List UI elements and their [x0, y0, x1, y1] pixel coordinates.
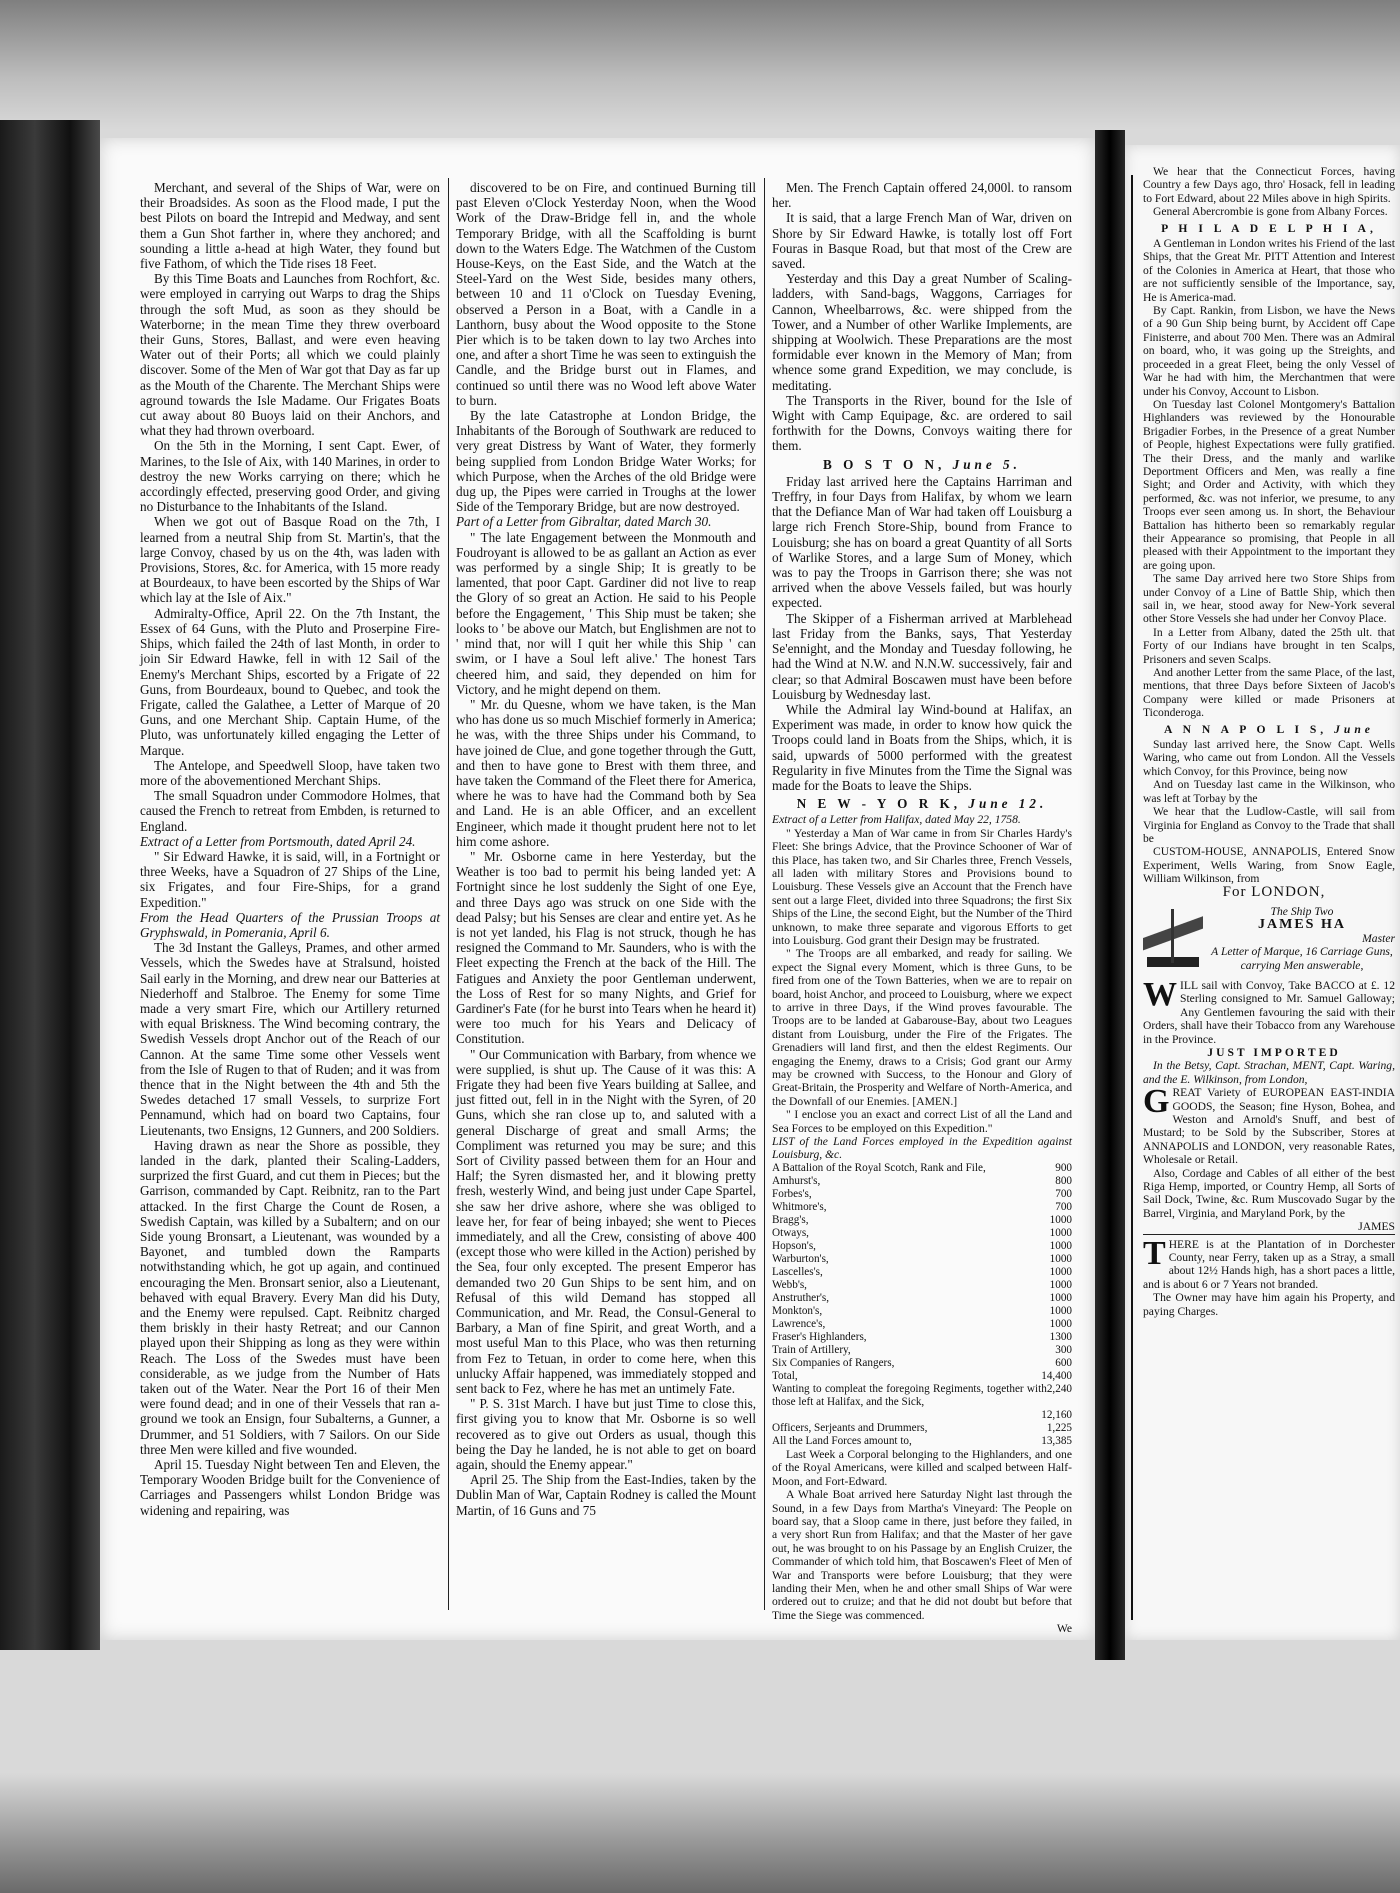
paragraph: " I enclose you an exact and correct List of all the Land and Sea Forces to be employed on this Expedition.": [772, 1108, 1072, 1135]
for-london-heading: For LONDON,: [1222, 883, 1326, 900]
list-item: Warburton's, 1000: [772, 1252, 1072, 1265]
paragraph: Yesterday and this Day a great Number of Scaling-ladders, with Sand-bags, Waggons, Carriages for Cannon, Wheelbarrows, &c. were shipped from the Tower, and a Number of other Warlike Implements, are shipping at Woolwich. These Preparations are the most formidable ever known in the Memory of Man; from whence some grand Expedition, we may conclude, is meditating.: [772, 271, 1072, 393]
dateline: Part of a Letter from Gibraltar, dated March 30.: [456, 514, 712, 530]
philadelphia-heading: P H I L A D E L P H I A,: [1161, 221, 1377, 235]
list-item: Whitmore's, 700: [772, 1200, 1072, 1213]
paragraph: When we got out of Basque Road on the 7th, I learned from a neutral Ship from St. Martin's, that the large Convoy, chased by us on the 4th, was laden with Provisions, Stores, &c. for America, with 15 more ready at Bourdeaux, to have been escorted by the Ships of War which lay at the Isle of Aix.": [140, 514, 440, 606]
paragraph: The Transports in the River, bound for the Isle of Wight with Camp Equipage, &c. are ordered to sail forthwith for the Downs, Convoys waiting there for them.: [772, 392, 1072, 454]
catch-word: We: [1056, 1622, 1072, 1636]
list-item: Train of Artillery, 300: [772, 1343, 1072, 1356]
paragraph: By this Time Boats and Launches from Rochfort, &c. were employed in carrying out Warps to drag the Ships through the soft Mud, as soon as they should be Waterborne; in the mean Time they threw overboard their Guns, Stores, Ballast, and were even heaving Water out of their Ports; all which we could plainly discover. Some of the Men of War got that Day as far up as the Mouth of the Charente. The Merchant Ships were aground towards the Isle Madame. Our Frigates Boats cut away about 80 Buoys laid on their Anchors, and what they had thrown overboard.: [140, 271, 440, 439]
paragraph: " Yesterday a Man of War came in from Sir Charles Hardy's Fleet: She brings Advice, that the Province Schooner of War of this Place, has taken two, and Sir Charles three, French Vessels, all laden with military Stores and Provisions bound to Louisburg. These Vessels give an Account that the French have sent out a large Fleet, divided into three Squadrons; the first Six Ships of the Line, the second Eight, but the Number of the Third unknown, to make three separate and vigorous Efforts to get into Louisburg. God grant their Design may be frustrated.: [772, 826, 1072, 947]
ship-master-title: Master: [1362, 931, 1395, 945]
list-item: Webb's, 1000: [772, 1278, 1072, 1291]
list-title: LIST of the Land Forces employed in the Expedition against Louisburg, &c.: [772, 1135, 1072, 1162]
paragraph: " The late Engagement between the Monmouth and Foudroyant is allowed to be as gallant an Action as ever was performed by a single Ship; It is greatly to be lamented, that poor Capt. Gardiner did not live to reap the Glory of so great an Action. He said to his People before the Engagement, ' This Ship must be taken; she looks to ' be above our Match, but Englishmen are not to ' mind that, nor will I quit her while this Ship ' can swim, or I have a Soul left alive.' The honest Tars cheered him, and said, they depended on him for Victory, and he might depend on them.: [456, 529, 756, 697]
left-page: [100, 138, 1095, 1640]
list-item: Monkton's, 1000: [772, 1304, 1072, 1317]
page-gutter: [1095, 130, 1125, 1660]
list-item: Lawrence's, 1000: [772, 1317, 1072, 1330]
paragraph: The same Day arrived here two Store Ships from under Convoy of a Line of Battle Ship, which then sail in, we hear, stood away for New-York several other Store Vessels she had under her Convoy Place.: [1143, 572, 1395, 626]
paragraph: General Abercrombie is gone from Albany Forces.: [1153, 205, 1388, 219]
right-column: [1143, 165, 1395, 1622]
paragraph: And another Letter from the same Place, of the last, mentions, that three Days before Sixteen of Jacob's Company were killed or made Prisoners at Ticonderoga.: [1143, 666, 1395, 720]
paragraph: On Tuesday last Colonel Montgomery's Battalion Highlanders was reviewed by the Honourable Brigadier Forbes, in the Presence of a great Number of People, highest Expectations were fully gratified. The their Dress, and the manly and warlike Deportment Officers and Men, was really a fine Sight; and Order and Activity, with which they performed, &c. was not inferior, we presume, to any Troops ever seen among us. In short, the Behaviour Battalion has hitherto been so remarkably regular their Appearance so promising, that People in all pleased with their Appointment to the important they are going upon.: [1143, 397, 1395, 572]
newyork-heading: N E W - Y O R K, June 12.: [796, 796, 1048, 812]
list-all: All the Land Forces amount to, 13,385: [772, 1434, 1072, 1447]
paragraph: Admiralty-Office, April 22. On the 7th Instant, the Essex of 64 Guns, with the Pluto and Proserpine Fire-Ships, which failed the 24th of last Month, in order to join Sir Edward Hawke, fell in with 12 Sail of the Enemy's Merchant Ships, escorted by a Frigate of 22 Guns, from Bourdeaux, bound to Quebec, and took the Frigate, called the Galathee, a Letter of Marque of 20 Guns, and one Merchant Ship. Captain Hume, of the Pluto, was unfortunately killed engaging the Letter of Marque.: [140, 605, 440, 758]
just-imported-heading: JUST IMPORTED: [1207, 1045, 1341, 1059]
paragraph: " P. S. 31st March. I have but just Time to close this, first giving you to know that Mr. Osborne is so well recovered as to give out Orders as usual, though this being the Day he landed, he is not able to get on board again, should the Enemy appear.": [456, 1396, 756, 1473]
signature: JAMES: [1358, 1220, 1395, 1234]
paragraph: Last Week a Corporal belonging to the Highlanders, and one of the Royal Americans, were killed and scalped between Half-Moon, and Fort-Edward.: [772, 1447, 1072, 1488]
column-2: [456, 180, 756, 1622]
paragraph: While the Admiral lay Wind-bound at Halifax, an Experiment was made, in order to know how quick the Troops could land in Boats from the Ships, which, it is said, upwards of 5000 performed with the greatest Regularity in five Minutes from the Time the Signal was made for the Boats to leave the Ships.: [772, 701, 1072, 793]
list-wanting: Wanting to compleat the foregoing Regiments, together with those left at Halifax, and the Sick, 2,240: [772, 1382, 1072, 1408]
list-net: 12,160: [1041, 1408, 1072, 1421]
paragraph: By the late Catastrophe at London Bridge, the Inhabitants of the Borough of Southwark are reduced to very great Distress by Want of Water, they formerly being supplied from London Bridge Water Works; for which Purpose, when the Arches of the old Bridge were dug up, the Pipes were carried in Troughs at the lower Side of the Temporary Bridge, but are now destroyed.: [456, 408, 756, 515]
paragraph: We hear that the Connecticut Forces, having Country a few Days ago, thro' Hosack, fell in leading to Fort Edward, about 22 Miles above in high Spirits.: [1143, 165, 1395, 205]
annapolis-heading: A N N A P O L I S, June: [1164, 722, 1374, 736]
paragraph: Sunday last arrived here, the Snow Capt. Wells Waring, who came out from London. All the Vessels which Convoy, for this Province, being now: [1143, 738, 1395, 778]
forces-list: [772, 1162, 1072, 1448]
ship-name: The Ship Two: [1270, 904, 1334, 918]
ship-advert: [1143, 905, 1395, 973]
scan-bottom-shadow: [0, 1773, 1400, 1893]
column-rule: [764, 178, 765, 1610]
column-3: [772, 180, 1072, 1636]
paragraph: The Owner may have him again his Property, and paying Charges.: [1143, 1291, 1395, 1318]
paragraph: Also, Cordage and Cables of all either of the best Riga Hemp, imported, or Country Hemp, all Sorts of Sail Dock, Twine, &c. Rum Muscovado Sugar by the Barrel, Virginia, and Maryland Pork, by the: [1143, 1166, 1395, 1220]
paragraph: " Sir Edward Hawke, it is said, will, in a Fortnight or three Weeks, have a Squadron of 27 Ships of the Line, six Frigates, and four Fire-Ships, for a grand Expedition.": [140, 848, 440, 910]
dateline: Extract of a Letter from Portsmouth, dated April 24.: [140, 833, 416, 849]
paragraph: The small Squadron under Commodore Holmes, that caused the French to retreat from Embden, is returned to England.: [140, 788, 440, 834]
boston-heading: B O S T O N, June 5.: [823, 456, 1021, 472]
dateline: From the Head Quarters of the Prussian Troops at Gryphswald, in Pomerania, April 6.: [140, 909, 440, 940]
paragraph: April 25. The Ship from the East-Indies, taken by the Dublin Man of War, Captain Rodney is called the Mount Martin, of 16 Guns and 75: [456, 1472, 756, 1518]
list-item: Hopson's, 1000: [772, 1239, 1072, 1252]
paragraph: " Mr. du Quesne, whom we have taken, is the Man who has done us so much Mischief formerly in America; he was, with the three Ships under his Command, to have joined de Clue, and gone together through the Gutt, and then to have gone to Brest with them three, and have taken the Command of the Fleet there for America, where he was to have had the Command both by Sea and Land. He is an able Officer, and an excellent Engineer, which made it thought prudent here not to let him come ashore.: [456, 696, 756, 849]
list-item: Forbes's, 700: [772, 1187, 1072, 1200]
page-border-rule: [1131, 175, 1133, 1620]
book-spine: [0, 120, 100, 1650]
list-total: Total, 14,400: [772, 1369, 1072, 1382]
ship-description: A Letter of Marque, 16 Carriage Guns, carrying Men answerable,: [1211, 945, 1393, 972]
stray-notice: THERE is at the Plantation of in Dorchester County, near Ferry, taken up as a Stray, a small about 12½ Hands high, has a short paces a little, and is about 6 or 7 Years not branded.: [1143, 1234, 1395, 1291]
paragraph: The 3d Instant the Galleys, Prames, and other armed Vessels, which the Swedes have at Stralsund, hoisted Sail early in the Morning, and drew near our Batteries at Niederhoff and Stalbroe. The Enemy for some Time made a very smart Fire, which our Artillery returned with equal Briskness. The Wind becoming contrary, the Swedish Vessels dropt Anchor out of the Reach of our Cannon. At the same Time some other Vessels went from the Isle of Rugen to that of Ruden; and it was from thence that in the Night between the 4th and 5th the Swedes detached 17 small Vessels, to surprize Fort Pennamund, which had on board two Captains, four Lieutenants, two Ensigns, 12 Gunners, and 200 Soldiers.: [140, 940, 440, 1138]
paragraph: Merchant, and several of the Ships of War, were on their Broadsides. As soon as the Flood made, I put the best Pilots on board the Intrepid and Medway, and sent them a Gun Shot farther in, where they anchored; and sounding a little a-head at high Water, they found but five Fathom, of which the Tide rises 18 Feet.: [140, 180, 440, 272]
paragraph: April 15. Tuesday Night between Ten and Eleven, the Temporary Wooden Bridge built for the Convenience of Carriages and Passengers whilst London Bridge was widening and repairing, was: [140, 1457, 440, 1518]
paragraph: " The Troops are all embarked, and ready for sailing. We expect the Signal every Moment, which is three Guns, to be fired from one of the Town Batteries, when we are to repair on board, hoist Anchor, and proceed to Louisburg, where we expect to arrive in three Days, if the Wind proves favourable. The Troops are to be landed at Gabarouse-Bay, about two Leagues distant from Louisburg, under the Fire of the Frigates. The Grenadiers will land first, and then the eldest Regiments. Our engaging the Enemy, draws to a Crisis; God grant our Army may be crowned with Success, to the Honour and Glory of Great-Britain, the Prosperity and Welfare of North-America, and the Downfall of our Enemies. [AMEN.]: [772, 947, 1072, 1108]
paragraph: Having drawn as near the Shore as possible, they landed in the dark, planted their Scaling-Ladders, surprized the first Guard, and cut them in Pieces; but the Garrison, commanded by Capt. Reibnitz, ran to the Part attacked. In the first Charge the Count de Rosen, a Swedish Captain, was killed by a Subaltern; and on our Side young Bronsart, a Lieutenant, was wounded by a Bayonet, and tumbled down the Ramparts notwithstanding which, he got up again, and continued encouraging the Men. Bronsart senior, also a Lieutenant, behaved with equal Bravery. Every Man did his Duty, and the Enemy were repulsed. Capt. Reibnitz charged them briskly in their hasty Retreat; and our Cannon played upon their Shipping as long as they were within Reach. The Loss of the Swedes must have been considerable, as we judge from the Number of Hats taken out of the Water. Near the Port 16 of their Men were found dead; and in one of their Vessels that ran a-ground we took an Ensign, four Subalterns, a Gunner, a Drummer, and 51 Soldiers, with 7 Sailors. On our Side three Men were killed and five wounded.: [140, 1137, 440, 1457]
list-item: Six Companies of Rangers, 600: [772, 1356, 1072, 1369]
list-item: Fraser's Highlanders, 1300: [772, 1330, 1072, 1343]
paragraph: " Mr. Osborne came in here Yesterday, but the Weather is too bad to permit his being landed yet: A Fortnight since he lost suddenly the Sight of one Eye, and three Days ago was struck on one Side with the dead Palsy; but his Senses are clear and entire yet. As he is not yet landed, his Flag is not struck, though he has resigned the Command to Mr. Saunders, who is with the Fleet expecting the French at the back of the Hill. The Fatigues and Anxiety the poor Gentleman underwent, the Loss of Rest for so many Nights, and Grief for Gardiner's Fate (for he burst into Tears when he heard it) were too much for his Years and Delicacy of Constitution.: [456, 848, 756, 1047]
paragraph: Men. The French Captain offered 24,000l. to ransom her.: [772, 180, 1072, 211]
goods-notice: GREAT Variety of EUROPEAN EAST-INDIA GOODS, the Season; fine Hyson, Bohea, and Weston and Arnold's Snuff, and best of Mustard; to be Sold by the Subscriber, Stores at ANNAPOLIS and LONDON, very reasonable Rates, Wholesale or Retail.: [1143, 1083, 1395, 1167]
column-1: [140, 180, 440, 1622]
ship-master: JAMES HA: [1258, 917, 1346, 933]
list-item: A Battalion of the Royal Scotch, Rank and File, 900: [772, 1161, 1072, 1174]
paragraph: It is said, that a large French Man of War, driven on Shore by Sir Edward Hawke, is totally lost off Fort Fouras in Basque Road, but that most of the Crew are saved.: [772, 210, 1072, 272]
paragraph: The Skipper of a Fisherman arrived at Marblehead last Friday from the Banks, says, That Yesterday Se'ennight, and the Monday and Tuesday following, he had the Wind at N.W. and N.N.W. successively, fair and clear; so that Admiral Boscawen must have been before Louisburg by Wednesday last.: [772, 610, 1072, 702]
ship-notice: WILL sail with Convoy, Take BACCO at £. 12 Sterling consigned to Mr. Samuel Galloway; Any Gentlemen favouring the said with their Orders, shall have their Tobacco from any Warehouse in the Province.: [1143, 975, 1395, 1046]
dateline: Extract of a Letter from Halifax, dated May 22, 1758.: [772, 813, 1021, 827]
list-item: Anstruther's, 1000: [772, 1291, 1072, 1304]
paragraph: A Whale Boat arrived here Saturday Night last through the Sound, in a few Days from Martha's Vineyard: The People on board say, that a Sloop came in there, just before they failed, in a very short Run from Halifax; and that the Master of her gave out, he was brought to on his Passage by an English Cruizer, the Commander of which told him, that Boscawen's Fleet of Men of War and Transports were before Louisburg; that they were landing their Men, when he and other small Ships of War were ordered out to cruize; and that he did not doubt but before that Time the Siege was commenced.: [772, 1488, 1072, 1622]
paragraph: A Gentleman in London writes his Friend of the last Ships, that the Great Mr. PITT Attention and Interest of the Colonies in America at Heart, that those who are not sufficiently sensible of the Importance, say, He is America-mad.: [1143, 237, 1395, 304]
paragraph: " Our Communication with Barbary, from whence we were supplied, is shut up. The Cause of it was this: A Frigate they had been five Years building at Sallee, and just fitted out, fell in in the Night with the Syren, of 20 Guns, which she ran close up to, and saluted with a general Discharge of great and small Arms; the Compliment was returned you may be sure; and this Sort of Civility passed between them for an Hour and Half; the Syren dismasted her, and it blowing pretty fresh, westerly Wind, and being just under Cape Spartel, she saw her drive ashore, where she was obliged to leave her, for fear of being inbayed; she went to Pieces immediately, and all the Crew, consisting of above 400 (except those who were killed in the Action) perished by the Sea, four only excepted. The present Emperor has demanded two 20 Gun Ships to be sent him, and on Refusal of this wild Demand has stopped all Communication, and Mr. Read, the Consul-General to Barbary, a Man of fine Spirit, and great Worth, and a most useful Man to this Place, who was then returning from Fez to Tetuan, in order to come here, when this unlucky Affair happened, was immediately stopped and sent back to Fez, where he has met an untimely Fate.: [456, 1046, 756, 1397]
paragraph: In a Letter from Albany, dated the 25th ult. that Forty of our Indians have brought in ten Scalps, Prisoners and seven Scalps.: [1143, 625, 1395, 666]
paragraph: The Antelope, and Speedwell Sloop, have taken two more of the abovementioned Merchant Ships.: [140, 757, 440, 788]
paragraph: And on Tuesday last came in the Wilkinson, who was left at Torbay by the: [1143, 778, 1395, 805]
imported-ships: In the Betsy, Capt. Strachan, MENT, Capt. Waring, and the E. Wilkinson, from London,: [1143, 1059, 1395, 1086]
column-rule: [448, 178, 449, 1610]
scan-top-shadow: [0, 0, 1400, 130]
right-page: [1125, 145, 1400, 1640]
customs-notice: CUSTOM-HOUSE, ANNAPOLIS, Entered Snow Experiment, Wells Waring, from Snow Eagle, William Wilkinson, from: [1143, 845, 1395, 886]
paragraph: By Capt. Rankin, from Lisbon, we have the News of a 90 Gun Ship being burnt, by Accident off Cape Finisterre, and about 700 Men. There was an Admiral on board, who, it was going up the Streights, and proceeded in a great Fleet, being the only Vessel of War he had with him, the Merchantmen that were under his Convoy, Account to Lisbon.: [1143, 304, 1395, 398]
list-item: Amhurst's, 800: [772, 1174, 1072, 1187]
paragraph: Friday last arrived here the Captains Harriman and Treffry, in four Days from Halifax, by whom we learn that the Defiance Man of War had taken off Louisburg a large rich French Store-Ship, bound from France to Louisburg; she has on board a great Quantity of all Sorts of Warlike Stores, and a large Sum of Money, which was to pay the Troops in Garrison there; she was not arrived when the above Vessels failed, but was hourly expected.: [772, 473, 1072, 611]
ship-woodcut-icon: [1143, 905, 1203, 973]
list-item: Otways, 1000: [772, 1226, 1072, 1239]
list-item: Bragg's, 1000: [772, 1213, 1072, 1226]
paragraph: discovered to be on Fire, and continued Burning till past Eleven o'Clock Yesterday Noon, when the Wood Work of the Draw-Bridge fell in, and the whole Temporary Bridge, with all the Scaffolding is burnt down to the Waters Edge. The Watchmen of the Custom House-Keys, on the East Side, and the Watch at the Steel-Yard on the West Side, besides many others, between 10 and 11 o'Clock on Tuesday Evening, observed a Person in a Boat, with a Candle in a Lanthorn, busy about the Wood opposite to the Stone Pier which is to be taken down to lay two Arches into one, and after a short Time he was seen to extinguish the Candle, and the Bridge burst out in Flames, and continued so until there was no Wood left above Water to burn.: [456, 180, 756, 408]
list-officers: Officers, Serjeants and Drummers, 1,225: [772, 1421, 1072, 1434]
list-item: Lascelles's, 1000: [772, 1265, 1072, 1278]
paragraph: We hear that the Ludlow-Castle, will sail from Virginia for England as Convoy to the Trade that shall be: [1143, 805, 1395, 845]
paragraph: On the 5th in the Morning, I sent Capt. Ewer, of Marines, to the Isle of Aix, with 140 Marines, in order to destroy the new Works carrying on there; which he accordingly effected, preserving good Order, and giving no Disturbance to the Inhabitants of the Island.: [140, 438, 440, 515]
